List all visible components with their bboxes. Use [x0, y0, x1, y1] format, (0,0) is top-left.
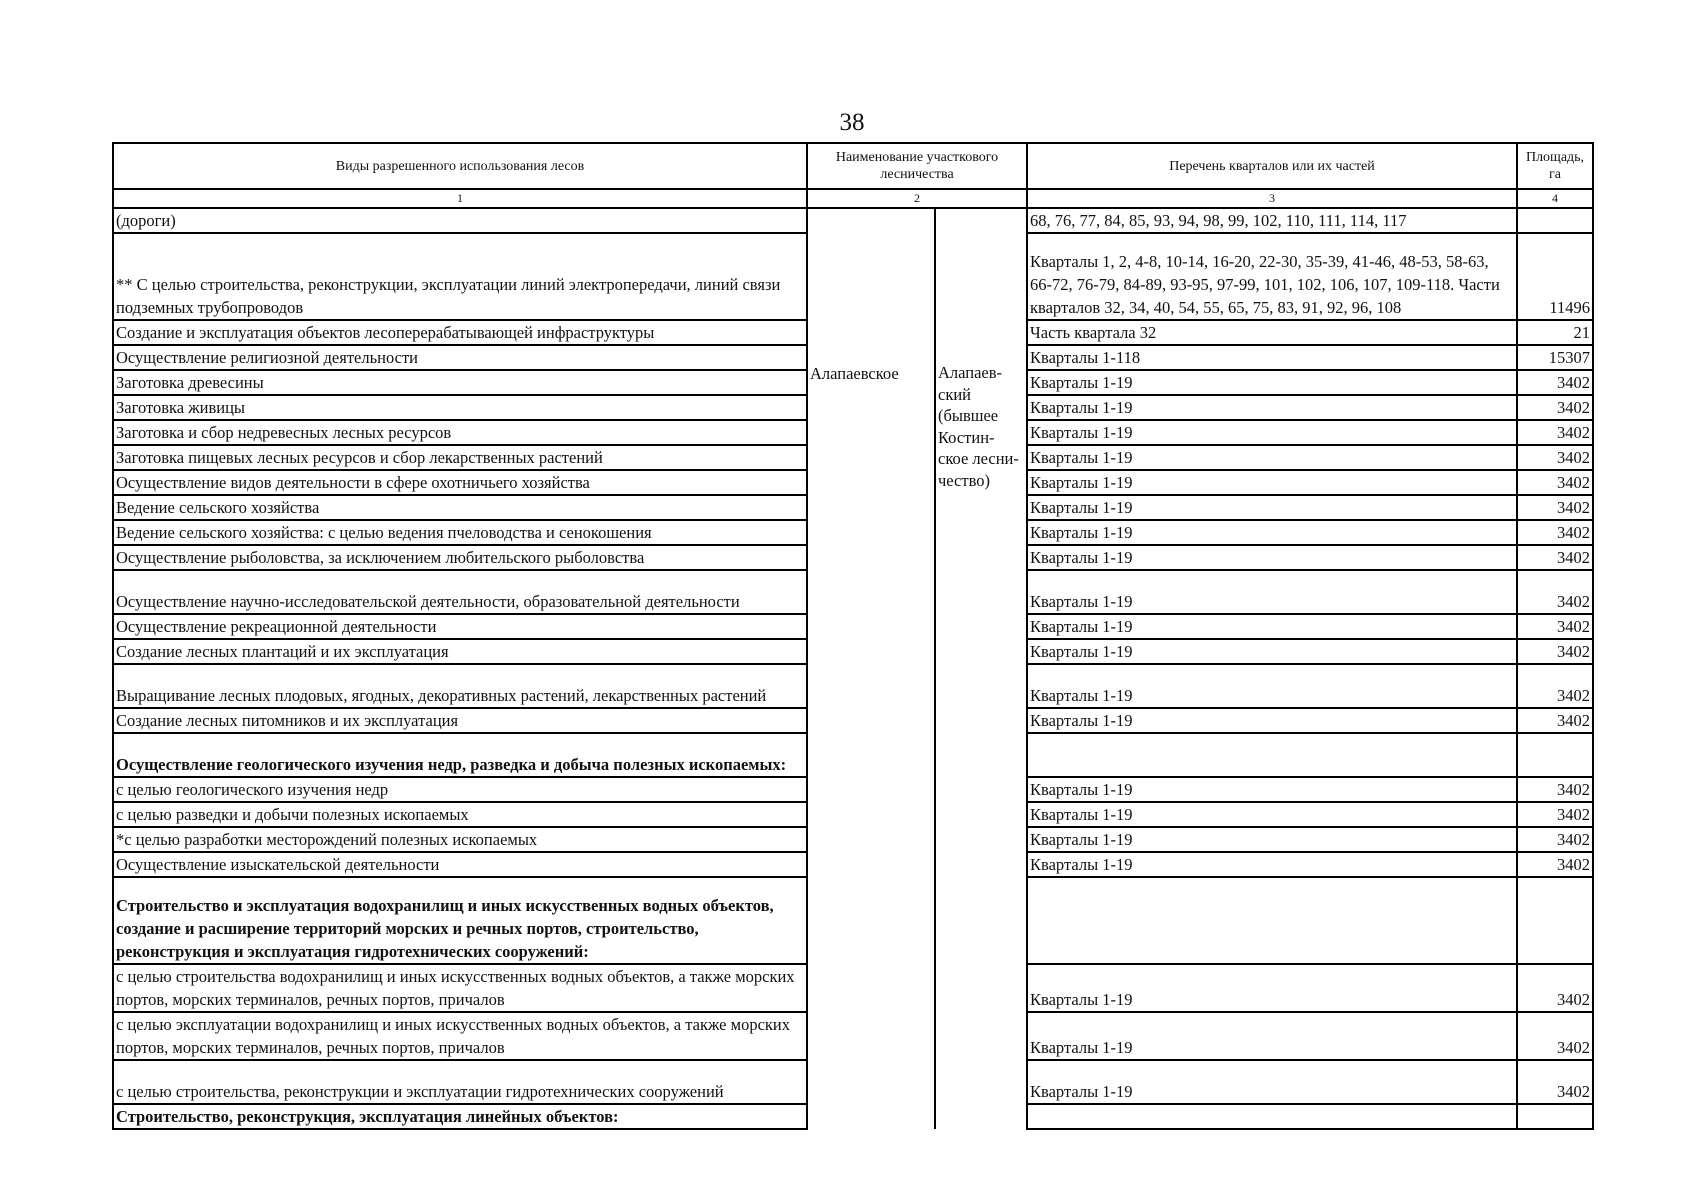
- area-cell: 3402: [1517, 614, 1593, 639]
- area-cell: 3402: [1517, 420, 1593, 445]
- use-type-cell: *с целью разработки месторождений полезных ископаемых: [113, 827, 807, 852]
- area-cell: 11496: [1517, 233, 1593, 320]
- use-type-cell: Осуществление рекреационной деятельности: [113, 614, 807, 639]
- area-cell: 15307: [1517, 345, 1593, 370]
- area-cell: 3402: [1517, 827, 1593, 852]
- area-cell: 21: [1517, 320, 1593, 345]
- area-cell: 3402: [1517, 1012, 1593, 1060]
- header-kvartaly: Перечень кварталов или их частей: [1027, 143, 1517, 189]
- column-number-row: [113, 189, 1593, 208]
- use-type-cell: Заготовка древесины: [113, 370, 807, 395]
- use-type-cell: Создание лесных питомников и их эксплуатация: [113, 708, 807, 733]
- area-cell: 3402: [1517, 495, 1593, 520]
- use-type-cell: Строительство, реконструкция, эксплуатация линейных объектов:: [113, 1104, 807, 1129]
- use-type-cell: с целью строительства, реконструкции и эксплуатации гидротехнических сооружений: [113, 1060, 807, 1104]
- kvartaly-cell: Кварталы 1-19: [1027, 639, 1517, 664]
- area-cell: 3402: [1517, 520, 1593, 545]
- lesnichestvo-cell: Алапаевское: [807, 208, 935, 1129]
- area-cell: 3402: [1517, 545, 1593, 570]
- header-lesnichestvo: Наименование участкового лесничества: [807, 143, 1027, 189]
- kvartaly-cell: Кварталы 1-19: [1027, 777, 1517, 802]
- column-number: 3: [1027, 189, 1517, 208]
- table-header-row: [113, 143, 1593, 189]
- kvartaly-cell: Кварталы 1-19: [1027, 545, 1517, 570]
- kvartaly-cell: Кварталы 1-19: [1027, 495, 1517, 520]
- use-type-cell: Ведение сельского хозяйства: [113, 495, 807, 520]
- kvartaly-cell: Кварталы 1-19: [1027, 1012, 1517, 1060]
- kvartaly-cell: 68, 76, 77, 84, 85, 93, 94, 98, 99, 102, 110, 111, 114, 117: [1027, 208, 1517, 233]
- use-type-cell: с целью эксплуатации водохранилищ и иных искусственных водных объектов, а также морских портов, морских терминалов, речных портов, причалов: [113, 1012, 807, 1060]
- column-number: 1: [113, 189, 807, 208]
- area-cell: 3402: [1517, 370, 1593, 395]
- area-cell: 3402: [1517, 708, 1593, 733]
- use-type-cell: Осуществление научно-исследовательской деятельности, образовательной деятельности: [113, 570, 807, 614]
- kvartaly-cell: Кварталы 1-19: [1027, 802, 1517, 827]
- area-cell: 3402: [1517, 852, 1593, 877]
- uchastkovoe-lesnichestvo-cell: Алапаев-ский (бывшее Костин-ское лесни-чество): [935, 208, 1027, 1129]
- use-type-cell: Осуществление геологического изучения недр, разведка и добыча полезных ископаемых:: [113, 733, 807, 777]
- table-row: [113, 208, 1593, 233]
- kvartaly-cell: Кварталы 1-19: [1027, 708, 1517, 733]
- use-type-cell: Выращивание лесных плодовых, ягодных, декоративных растений, лекарственных растений: [113, 664, 807, 708]
- use-type-cell: Строительство и эксплуатация водохранилищ и иных искусственных водных объектов, создание и расширение территорий морских и речных портов, строительство, реконструкция и эксплуатация гидротехнических сооружений:: [113, 877, 807, 964]
- use-type-cell: с целью строительства водохранилищ и иных искусственных водных объектов, а также морских портов, морских терминалов, речных портов, причалов: [113, 964, 807, 1012]
- use-type-cell: Осуществление изыскательской деятельности: [113, 852, 807, 877]
- kvartaly-cell: Кварталы 1-19: [1027, 395, 1517, 420]
- table-body: [113, 208, 1593, 1129]
- area-cell: [1517, 877, 1593, 964]
- kvartaly-cell: [1027, 1104, 1517, 1129]
- kvartaly-cell: [1027, 877, 1517, 964]
- use-type-cell: (дороги): [113, 208, 807, 233]
- use-type-cell: Создание лесных плантаций и их эксплуатация: [113, 639, 807, 664]
- use-type-cell: Заготовка живицы: [113, 395, 807, 420]
- kvartaly-cell: Кварталы 1-19: [1027, 470, 1517, 495]
- kvartaly-cell: Кварталы 1-19: [1027, 614, 1517, 639]
- kvartaly-cell: Кварталы 1-19: [1027, 1060, 1517, 1104]
- use-type-cell: Заготовка пищевых лесных ресурсов и сбор лекарственных растений: [113, 445, 807, 470]
- kvartaly-cell: Кварталы 1-19: [1027, 664, 1517, 708]
- area-cell: 3402: [1517, 470, 1593, 495]
- area-cell: 3402: [1517, 664, 1593, 708]
- page-number: 38: [839, 109, 865, 136]
- area-cell: [1517, 1104, 1593, 1129]
- area-cell: 3402: [1517, 802, 1593, 827]
- kvartaly-cell: Кварталы 1-19: [1027, 827, 1517, 852]
- use-type-cell: с целью геологического изучения недр: [113, 777, 807, 802]
- kvartaly-cell: Кварталы 1-19: [1027, 852, 1517, 877]
- column-number: 4: [1517, 189, 1593, 208]
- area-cell: 3402: [1517, 1060, 1593, 1104]
- area-cell: 3402: [1517, 395, 1593, 420]
- use-type-cell: Ведение сельского хозяйства: с целью ведения пчеловодства и сенокошения: [113, 520, 807, 545]
- use-type-cell: Осуществление рыболовства, за исключением любительского рыболовства: [113, 545, 807, 570]
- header-area: Площадь, га: [1517, 143, 1593, 189]
- use-type-cell: Заготовка и сбор недревесных лесных ресурсов: [113, 420, 807, 445]
- kvartaly-cell: Кварталы 1-118: [1027, 345, 1517, 370]
- column-number: 2: [807, 189, 1027, 208]
- use-type-cell: Создание и эксплуатация объектов лесоперерабатывающей инфраструктуры: [113, 320, 807, 345]
- header-use-type: Виды разрешенного использования лесов: [113, 143, 807, 189]
- kvartaly-cell: Кварталы 1, 2, 4-8, 10-14, 16-20, 22-30, 35-39, 41-46, 48-53, 58-63, 66-72, 76-79, 84-89, 93-95, 97-99, 101, 102, 106, 107, 109-118. Части кварталов 32, 34, 40, 54, 55, 65, 75, 83, 91, 92, 96, 108: [1027, 233, 1517, 320]
- area-cell: 3402: [1517, 639, 1593, 664]
- kvartaly-cell: Кварталы 1-19: [1027, 445, 1517, 470]
- area-cell: [1517, 208, 1593, 233]
- kvartaly-cell: Кварталы 1-19: [1027, 520, 1517, 545]
- area-cell: 3402: [1517, 777, 1593, 802]
- use-type-cell: с целью разведки и добычи полезных ископаемых: [113, 802, 807, 827]
- kvartaly-cell: Кварталы 1-19: [1027, 370, 1517, 395]
- use-type-cell: Осуществление видов деятельности в сфере охотничьего хозяйства: [113, 470, 807, 495]
- forest-use-table: [112, 142, 1594, 1130]
- use-type-cell: Осуществление религиозной деятельности: [113, 345, 807, 370]
- area-cell: 3402: [1517, 570, 1593, 614]
- area-cell: [1517, 733, 1593, 777]
- kvartaly-cell: [1027, 733, 1517, 777]
- kvartaly-cell: Кварталы 1-19: [1027, 570, 1517, 614]
- area-cell: 3402: [1517, 445, 1593, 470]
- kvartaly-cell: Кварталы 1-19: [1027, 964, 1517, 1012]
- use-type-cell: ** С целью строительства, реконструкции, эксплуатации линий электропередачи, линий связи подземных трубопроводов: [113, 233, 807, 320]
- area-cell: 3402: [1517, 964, 1593, 1012]
- kvartaly-cell: Часть квартала 32: [1027, 320, 1517, 345]
- kvartaly-cell: Кварталы 1-19: [1027, 420, 1517, 445]
